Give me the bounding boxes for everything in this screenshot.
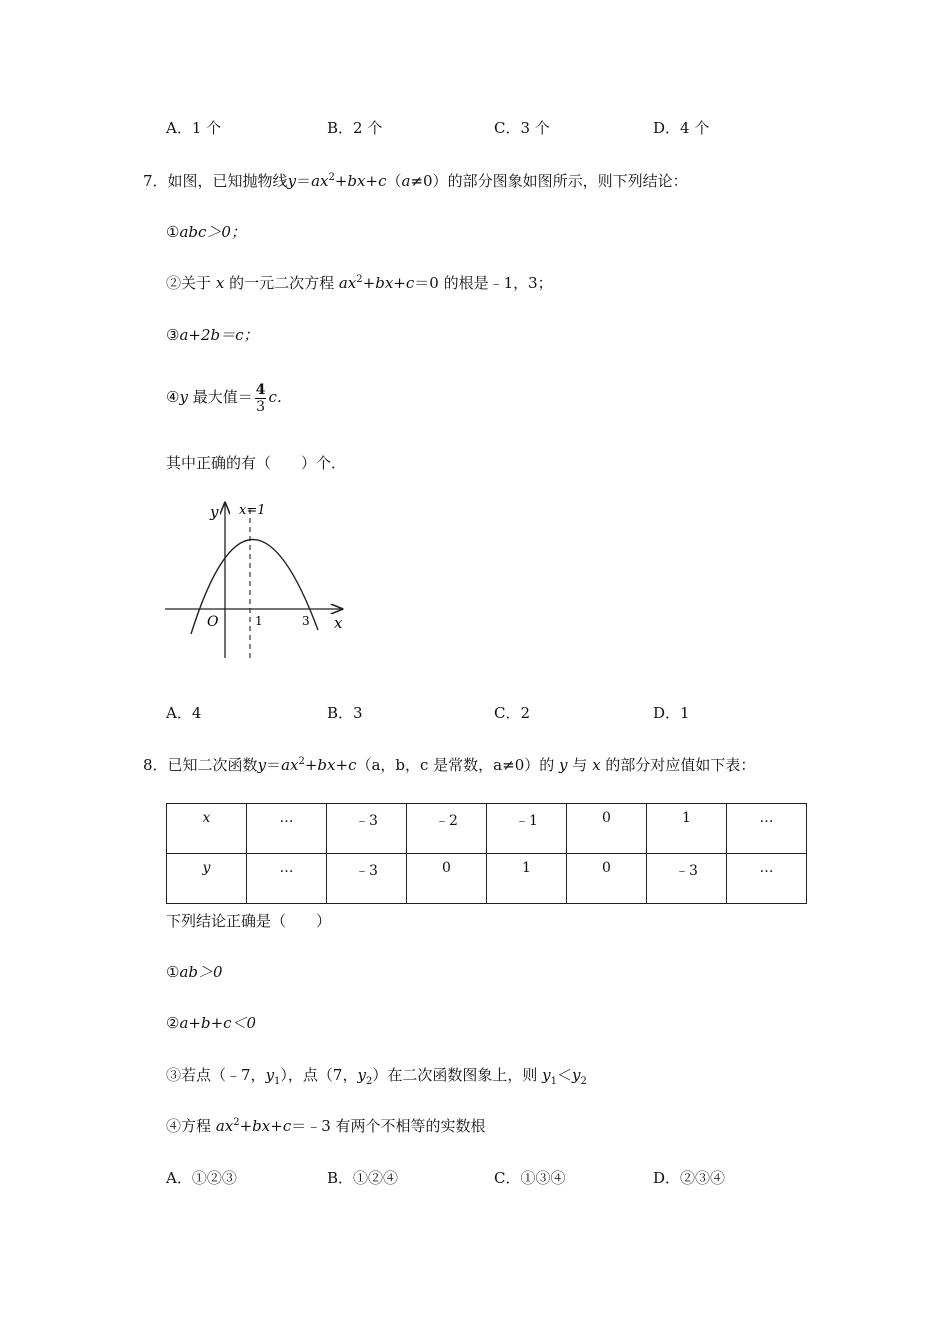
- table-cell: ﹣3: [327, 804, 407, 854]
- x-axis-label: x: [334, 614, 343, 632]
- q8-statement-1: ①ab＞0: [166, 963, 223, 981]
- q7-statement-2: ②关于 x 的一元二次方程 $ax^2+bx+c=0$ 的根是﹣1，3；: [166, 274, 553, 292]
- table-cell: 0: [567, 804, 647, 854]
- q7-stem: 7．如图，已知抛物线$y=ax^2+bx+c(a\ne 0)$的部分图象如图所示，则下列结论：: [143, 172, 688, 190]
- table-cell: 1: [487, 854, 567, 904]
- q8-statement-4: ④方程 $ax^2+bx+c=﹣3$ 有两个不相等的实数根: [166, 1117, 486, 1135]
- circled-2-mark: ②: [166, 274, 182, 292]
- circled-4-mark: ④: [166, 1117, 182, 1135]
- origin-label: O: [207, 614, 219, 630]
- table-cell: ﹣3: [647, 854, 727, 904]
- table-cell: …: [727, 854, 807, 904]
- y-axis-label: y: [210, 503, 219, 521]
- q7-statement-1: [166, 222, 246, 242]
- circled-3-mark: ③: [166, 1066, 182, 1084]
- table-cell: ﹣1: [487, 804, 567, 854]
- parabola-graph: [160, 495, 360, 670]
- symmetry-axis-label: x=1: [239, 503, 266, 518]
- q7-option-c: C．2: [494, 704, 531, 722]
- table-cell: ﹣2: [407, 804, 487, 854]
- q6-option-b: B．2 个: [327, 119, 383, 137]
- q8-statement-3: ③若点（﹣7，$y_1$），点（7，$y_2$）在二次函数图象上，则 $y_1<y_2$: [166, 1066, 587, 1087]
- q6-option-d: D．4 个: [653, 119, 710, 137]
- q8-option-d: D．②③④: [653, 1169, 726, 1187]
- table-cell: 0: [407, 854, 487, 904]
- circled-3-mark: ③: [166, 326, 180, 344]
- circled-1-mark: ①: [166, 223, 180, 241]
- q7-number: 7．: [143, 172, 168, 190]
- q6-option-c: C．3 个: [494, 119, 550, 137]
- table-cell: 1: [647, 804, 727, 854]
- q8-prompt: 下列结论正确是（ ）: [166, 912, 332, 930]
- q7-stem-post: 的部分图象如图所示，则下列结论：: [447, 172, 688, 190]
- table-cell: …: [727, 804, 807, 854]
- value-table: [166, 803, 807, 904]
- table-row-y: [167, 854, 807, 904]
- q8-option-c: C．①③④: [494, 1169, 566, 1187]
- q7-statement-3: [166, 325, 259, 345]
- q8-number: 8．: [143, 756, 168, 774]
- q8-option-b: B．①②④: [327, 1169, 399, 1187]
- table-cell: …: [247, 854, 327, 904]
- table-cell: …: [247, 804, 327, 854]
- table-cell: 0: [567, 854, 647, 904]
- table-cell: ﹣3: [327, 854, 407, 904]
- q6-option-a: A．1 个: [166, 119, 222, 137]
- circled-2-mark: ②: [166, 1014, 180, 1032]
- q7-s1-text: abc＞0；: [179, 223, 246, 241]
- q7-s3-text: a+2b＝c；: [179, 326, 259, 344]
- q8-statement-2: ②a+b+c＜0: [166, 1014, 257, 1032]
- q7-question: 其中正确的有（ ）个．: [166, 454, 347, 472]
- circled-4-mark: ④: [166, 388, 180, 406]
- tick-1-label: 1: [255, 614, 263, 628]
- q7-stem-pre: 如图，已知抛物线: [167, 172, 288, 190]
- q7-statement-4: ④y 最大值＝ $\frac{4}{3}$ c．: [166, 381, 292, 415]
- table-cell: x: [167, 804, 247, 854]
- fraction-four-thirds: $\frac{4}{3}$: [255, 381, 266, 415]
- table-row-x: [167, 804, 807, 854]
- q7-option-d: D．1: [653, 704, 690, 722]
- table-cell: y: [167, 854, 247, 904]
- q8-stem: 8．已知二次函数$y=ax^2+bx+c(a$，b，c 是常数，a≠0）的 y 与 x 的部分对应值如下表：: [143, 756, 756, 774]
- q8-option-a: A．①②③: [166, 1169, 237, 1187]
- circled-1-mark: ①: [166, 963, 180, 981]
- q7-option-a: A．4: [166, 704, 202, 722]
- q7-option-b: B．3: [327, 704, 363, 722]
- tick-3-label: 3: [302, 614, 310, 628]
